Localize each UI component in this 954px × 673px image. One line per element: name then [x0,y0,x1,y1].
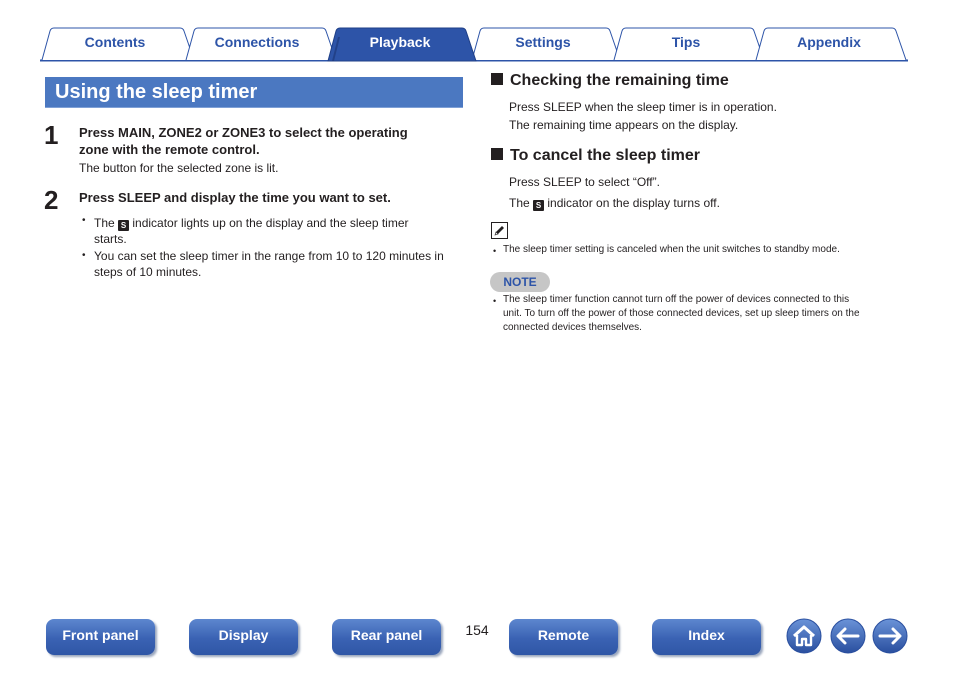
front-panel-button[interactable]: Front panel [46,619,155,655]
step-1-title-line2: zone with the remote control. [79,142,260,157]
display-button[interactable]: Display [189,619,298,655]
checking-heading: Checking the remaining time [491,71,729,91]
tab-contents[interactable]: Contents [84,34,146,50]
tip-text: The sleep timer setting is canceled when the unit switches to standby mode. [503,244,840,255]
home-icon [786,618,822,654]
tab-appendix[interactable]: Appendix [797,34,861,50]
heading-square-icon [491,73,503,85]
tab-tips[interactable]: Tips [671,34,701,50]
checking-line-1: Press SLEEP when the sleep timer is in operation. [509,100,777,114]
pencil-icon [491,222,508,239]
index-button[interactable]: Index [652,619,761,655]
step-1-title [79,124,459,158]
heading-square-icon [491,148,503,160]
step-1-title-line1: Press MAIN, ZONE2 or ZONE3 to select the operating [79,125,408,140]
cancel-heading: To cancel the sleep timer [491,146,700,166]
bullet-marker: • [493,296,497,306]
step-1-number: 1 [44,120,59,150]
tab-bar [40,27,908,63]
checking-line-2: The remaining time appears on the display. [509,118,739,132]
step-2-bullet-1: The S indicator lights up on the display and the sleep timer starts. [94,216,409,246]
page-title: Using the sleep timer [55,81,258,103]
bullet-marker: • [82,215,86,226]
step-2-title: Press SLEEP and display the time you want to set. [79,190,391,205]
bullet-marker: • [493,246,497,256]
back-button[interactable] [830,618,866,654]
forward-button[interactable] [872,618,908,654]
step-1-detail: The button for the selected zone is lit. [79,161,279,175]
tab-connections[interactable]: Connections [214,34,300,50]
home-button[interactable] [786,618,822,654]
remote-button[interactable]: Remote [509,619,618,655]
arrow-right-icon [872,618,908,654]
sleep-indicator-icon: S [533,200,544,211]
arrow-left-icon [830,618,866,654]
note-text: The sleep timer function cannot turn off the power of devices connected to this unit. To turn off the power of those connected devices, set up sleep timers on the connected devices themselves. [503,294,860,333]
page-number: 154 [465,622,489,638]
tab-playback[interactable]: Playback [369,34,431,50]
step-2-number: 2 [44,185,59,215]
cancel-line-2: The S indicator on the display turns off. [509,196,720,210]
step-2-bullet-2: You can set the sleep timer in the range from 10 to 120 minutes in steps of 10 minutes. [94,249,444,279]
cancel-line-1: Press SLEEP to select “Off”. [509,175,660,189]
section-title-bar [45,77,463,108]
tab-settings[interactable]: Settings [515,34,571,50]
sleep-indicator-icon: S [118,220,129,231]
rear-panel-button[interactable]: Rear panel [332,619,441,655]
note-badge: NOTE [490,272,550,292]
bullet-marker: • [82,250,86,261]
